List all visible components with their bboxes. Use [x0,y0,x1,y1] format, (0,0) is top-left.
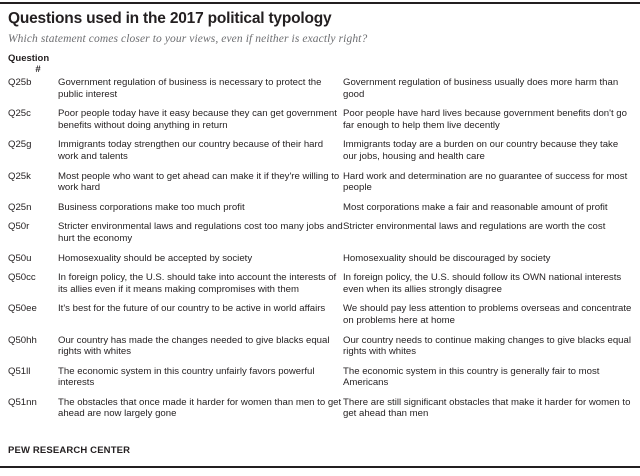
table-row [8,139,632,170]
table-row [8,171,632,202]
statement-a: It's best for the future of our country to be active in world affairs [58,303,326,315]
table-row [8,303,632,334]
questions-table-body [8,77,632,428]
statement-b: There are still significant obstacles that make it harder for women to get ahead than men [343,396,631,420]
column-header-question-line2: # [35,63,41,75]
question-number: Q25b [8,77,32,88]
statement-b: In foreign policy, the U.S. should follow its OWN national interests even when its allies strongly disagree [343,272,622,295]
statement-a: Government regulation of business is necessary to protect the public interest [58,77,322,100]
page-subtitle: Which statement comes closer to your views, even if neither is exactly right? [8,33,368,45]
statement-a: In foreign policy, the U.S. should take into account the interests of its allies even if it means making compromises with them [58,272,337,295]
statement-b: Poor people have hard lives because government benefits don't go far enough to help them live decently [343,108,627,131]
source-attribution: PEW RESEARCH CENTER [8,445,131,456]
statement-a: Immigrants today strengthen our country because of their hard work and talents [58,139,324,162]
question-number: Q50ee [8,303,37,315]
question-number: Q25c [8,108,31,120]
table-row [8,272,632,303]
statement-b: Most corporations make a fair and reasonable amount of profit [343,201,608,213]
statement-a: Most people who want to get ahead can make it if they're willing to work hard [58,170,340,194]
table-row [8,335,632,366]
table-row [8,366,632,397]
question-number: Q51nn [8,396,37,408]
statement-b: Hard work and determination are no guarantee of success for most people [343,170,628,194]
statement-b: Our country needs to continue making changes to give blacks equal rights with whites [343,334,631,358]
questions-table [8,77,632,428]
question-number: Q50cc [8,272,36,284]
statement-a: Homosexuality should be accepted by society [58,252,253,264]
statement-b: Government regulation of business usually does more harm than good [343,77,619,100]
question-number: Q50hh [8,334,37,346]
statement-b: Homosexuality should be discouraged by society [343,252,551,264]
table-row [8,77,632,108]
question-number: Q25k [8,170,31,182]
statement-b: Stricter environmental laws and regulations are worth the cost [343,221,606,233]
table-row [8,108,632,139]
column-header-question-line1: Question [8,53,50,64]
question-number: Q25n [8,201,32,213]
statement-a: Business corporations make too much profit [58,201,245,213]
top-rule [0,2,640,4]
table-row [8,397,632,428]
question-number: Q51ll [8,365,31,377]
statement-a: Stricter environmental laws and regulations cost too many jobs and hurt the economy [58,221,343,244]
table-row [8,221,632,252]
question-number: Q25g [8,139,32,151]
page-title: Questions used in the 2017 political typology [8,10,332,27]
column-header-question-number [8,54,66,75]
table-row [8,202,632,222]
question-number: Q50r [8,221,30,233]
bottom-rule [0,466,640,468]
statement-b: We should pay less attention to problems overseas and concentrate on problems here at home [343,303,632,326]
statement-a: Poor people today have it easy because they can get government benefits without doing anything in return [58,108,337,131]
statement-b: Immigrants today are a burden on our country because they take our jobs, housing and health care [343,139,619,162]
statement-a: Our country has made the changes needed to give blacks equal rights with whites [58,334,330,358]
question-number: Q50u [8,252,32,264]
statement-a: The economic system in this country unfairly favors powerful interests [58,365,315,389]
statement-b: The economic system in this country is generally fair to most Americans [343,365,600,389]
statement-a: The obstacles that once made it harder for women than men to get ahead are now largely gone [58,396,342,420]
table-row [8,253,632,273]
